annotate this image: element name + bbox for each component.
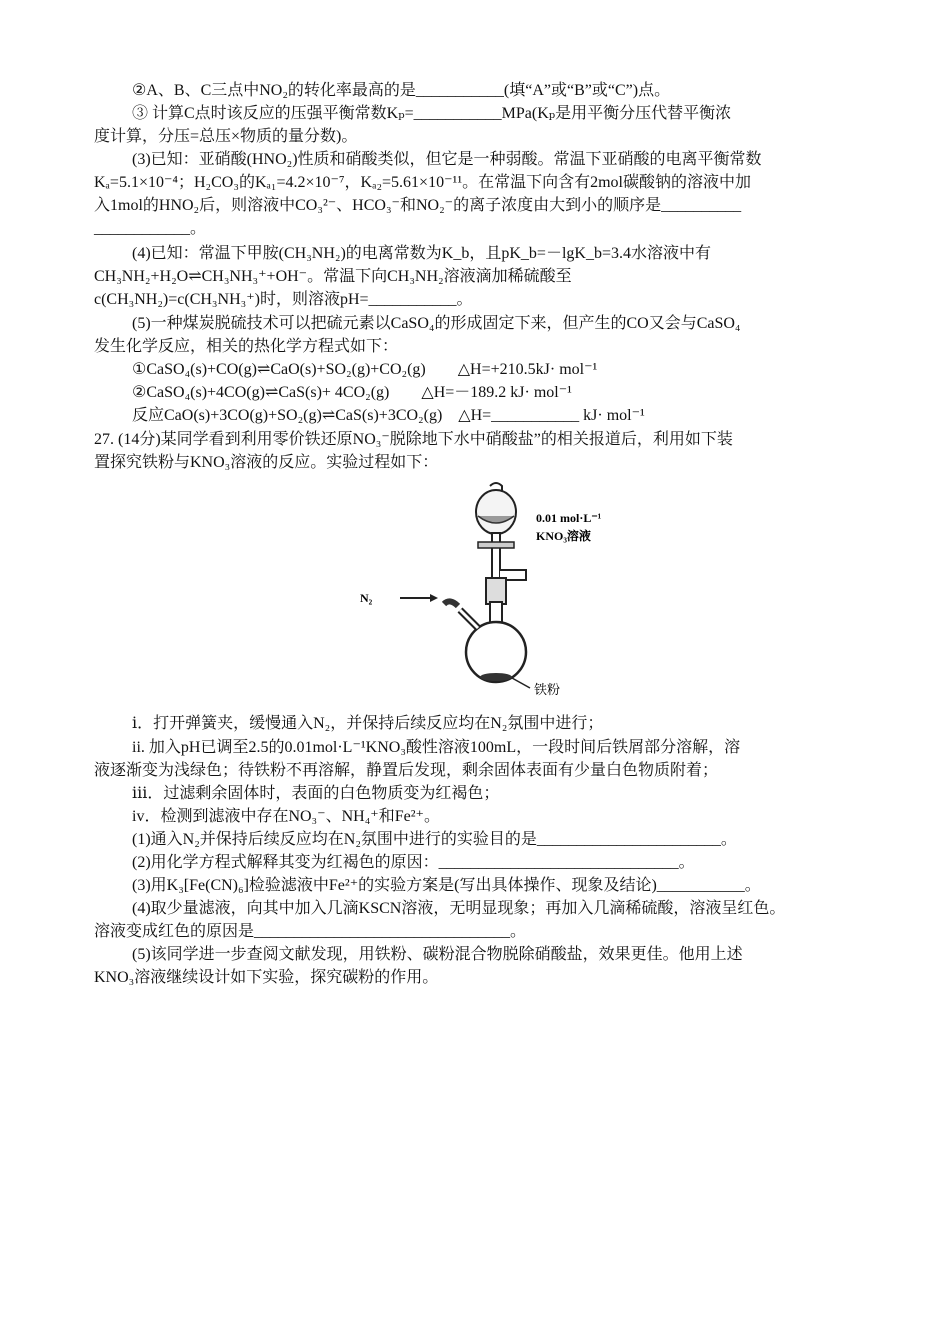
- text-line: 入1mol的HNO₂后，则溶液中CO₃²⁻、HCO₃⁻和NO₂⁻的离子浓度由大到小的顺序是__________: [94, 197, 742, 214]
- text-line: iv．检测到滤液中存在NO₃⁻、NH₄⁺和Fe²⁺。: [132, 808, 440, 825]
- text-line: c(CH₃NH₂)=c(CH₃NH₃⁺)时，则溶液pH=___________。: [94, 291, 473, 308]
- text-line: (3)用K₃[Fe(CN)₆]检验滤液中Fe²⁺的实验方案是(写出具体操作、现象及结论)___________。: [132, 877, 761, 894]
- text-line: (5)该同学进一步查阅文献发现，用铁粉、碳粉混合物脱除硝酸盐，效果更佳。他用上述: [132, 946, 743, 963]
- text-line: (1)通入N₂并保持后续反应均在N₂氛围中进行的实验目的是_______________________。: [132, 831, 737, 848]
- text-line: (2)用化学方程式解释其变为红褐色的原因：______________________________。: [132, 854, 695, 871]
- figure-label-iron: 铁粉: [534, 682, 561, 697]
- text-line: (4)已知：常温下甲胺(CH₃NH₂)的电离常数为K_b，且pK_b=－lgK_b=3.4水溶液中有: [132, 245, 711, 262]
- text-line: ⅰ．打开弹簧夹，缓慢通入N₂，并保持后续反应均在N₂氛围中进行；: [132, 715, 604, 732]
- text-line: ____________。: [94, 220, 207, 237]
- text-line: 置探究铁粉与KNO₃溶液的反应。实验过程如下：: [94, 454, 439, 471]
- figure-label-solution: KNO₃溶液: [536, 529, 591, 543]
- text-line: ②A、B、C三点中NO₂的转化率最高的是___________(填“A”或“B”或“C”)点。: [132, 82, 671, 99]
- figure-label-gas: N₂: [360, 591, 373, 605]
- text-line: 发生化学反应，相关的热化学方程式如下：: [94, 338, 399, 355]
- text-line: 溶液变成红色的原因是________________________________。: [94, 923, 527, 940]
- text-line: ii. 加入pH已调至2.5的0.01mol·L⁻¹KNO₃酸性溶液100mL，一段时间后铁屑部分溶解，溶: [132, 739, 741, 756]
- question-heading: 27. (14分)某同学看到利用零价铁还原NO₃⁻脱除地下水中硝酸盐”的相关报道后，利用如下装: [94, 431, 733, 448]
- equation-line: ②CaSO₄(s)+4CO(g)⇌CaS(s)+ 4CO₂(g) △H=－189.2 kJ· mol⁻¹: [132, 384, 572, 401]
- equation-line: 反应CaO(s)+3CO(g)+SO₂(g)⇌CaS(s)+3CO₂(g) △H=___________ kJ· mol⁻¹: [132, 407, 645, 424]
- figure-label-concentration: 0.01 mol·L⁻¹: [536, 511, 602, 525]
- text-line: 液逐渐变为浅绿色；待铁粉不再溶解，静置后发现，剩余固体表面有少量白色物质附着；: [94, 762, 719, 779]
- text-line: Kₐ=5.1×10⁻⁴；H₂CO₃的Kₐ₁=4.2×10⁻⁷，Kₐ₂=5.61×10⁻¹¹。在常温下向含有2mol碳酸钠的溶液中加: [94, 174, 752, 191]
- text-line: (5)一种煤炭脱硫技术可以把硫元素以CaSO₄的形成固定下来，但产生的CO又会与CaSO₄: [132, 315, 741, 332]
- text-line: ⅲ．过滤剩余固体时，表面的白色物质变为红褐色；: [132, 785, 500, 802]
- equation-line: ①CaSO₄(s)+CO(g)⇌CaO(s)+SO₂(g)+CO₂(g) △H=+210.5kJ· mol⁻¹: [132, 361, 598, 378]
- apparatus-figure: [340, 478, 610, 698]
- text-line: (3)已知：亚硝酸(HNO₂)性质和硝酸类似，但它是一种弱酸。常温下亚硝酸的电离平衡常数: [132, 151, 762, 168]
- text-line: ③ 计算C点时该反应的压强平衡常数Kₚ=___________MPa(Kₚ是用平衡分压代替平衡浓: [132, 105, 732, 122]
- text-line: CH₃NH₂+H₂O⇌CH₃NH₃⁺+OH⁻。常温下向CH₃NH₂溶液滴加稀硫酸至: [94, 268, 572, 285]
- apparatus-diagram: [340, 478, 610, 698]
- text-line: (4)取少量滤液，向其中加入几滴KSCN溶液，无明显现象；再加入几滴稀硫酸，溶液呈红色。: [132, 900, 786, 917]
- text-line: KNO₃溶液继续设计如下实验，探究碳粉的作用。: [94, 969, 439, 986]
- text-line: 度计算，分压=总压×物质的量分数)。: [94, 128, 358, 145]
